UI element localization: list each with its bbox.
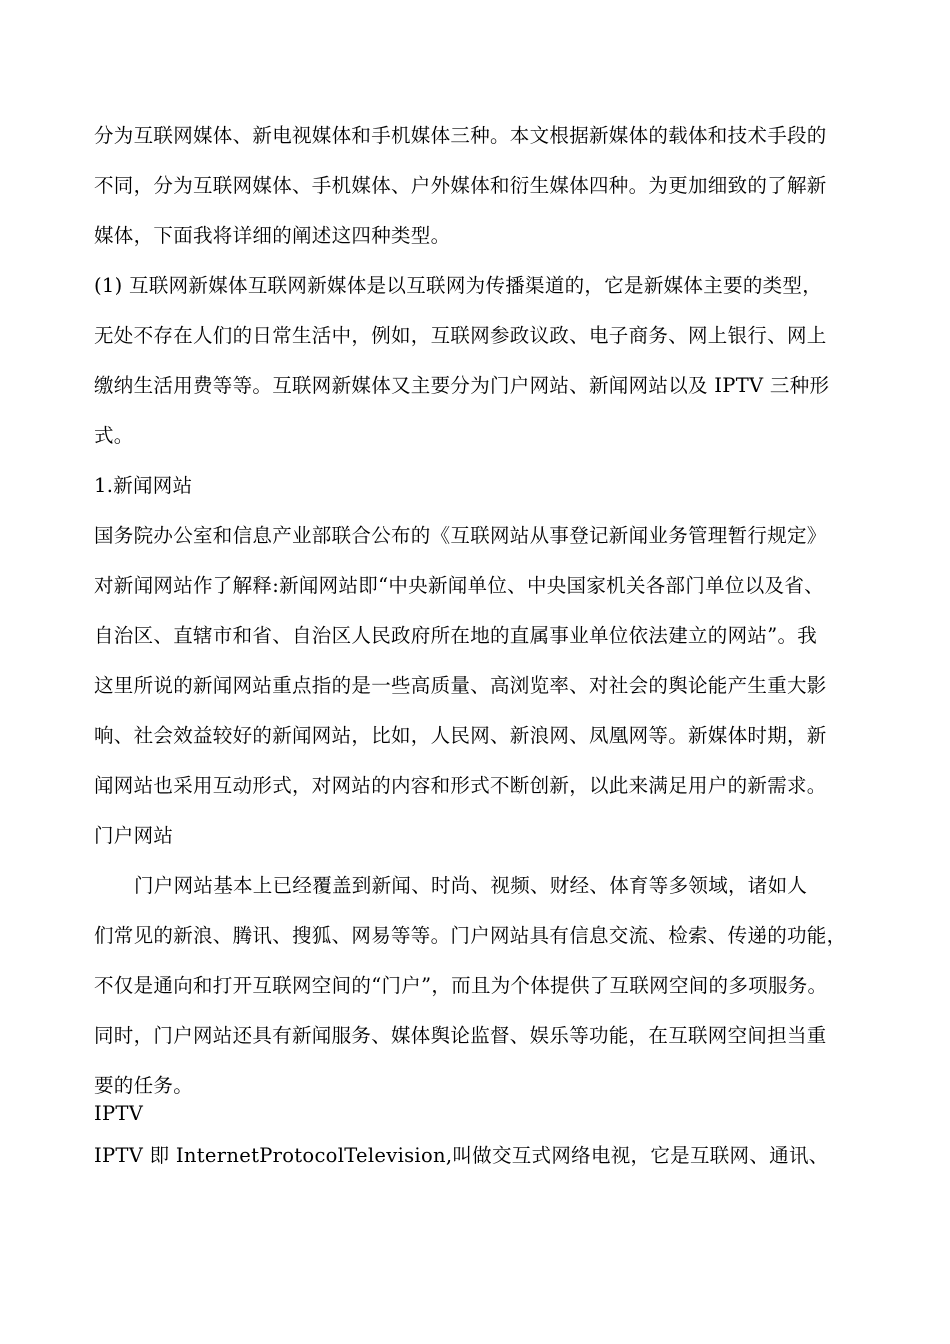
paragraph-line: 门户网站基本上已经覆盖到新闻、时尚、视频、财经、体育等多领域，诸如人: [134, 874, 808, 897]
paragraph-line: 分为互联网媒体、新电视媒体和手机媒体三种。本文根据新媒体的载体和技术手段的: [94, 124, 827, 147]
paragraph-line: (1) 互联网新媒体互联网新媒体是以互联网为传播渠道的，它是新媒体主要的类型，: [94, 274, 823, 297]
paragraph-line: 自治区、直辖市和省、自治区人民政府所在地的直属事业单位依法建立的网站”。我: [94, 624, 818, 647]
paragraph-line: 响、社会效益较好的新闻网站，比如，人民网、新浪网、凤凰网等。新媒体时期，新: [94, 724, 827, 747]
paragraph-line: 国务院办公室和信息产业部联合公布的《互联网站从事登记新闻业务管理暂行规定》: [94, 524, 827, 547]
paragraph-line: 媒体，下面我将详细的阐述这四种类型。: [94, 224, 451, 247]
section-heading: IPTV: [94, 1102, 144, 1125]
paragraph-line: 要的任务。: [94, 1074, 194, 1097]
paragraph-line: 对新闻网站作了解释:新闻网站即“中央新闻单位、中央国家机关各部门单位以及省、: [94, 574, 824, 597]
paragraph-line: 这里所说的新闻网站重点指的是一些高质量、高浏览率、对社会的舆论能产生重大影: [94, 674, 827, 697]
paragraph-line: 闻网站也采用互动形式，对网站的内容和形式不断创新，以此来满足用户的新需求。: [94, 774, 827, 797]
paragraph-line: 们常见的新浪、腾讯、搜狐、网易等等。门户网站具有信息交流、检索、传递的功能，: [94, 924, 847, 947]
paragraph-line: 不仅是通向和打开互联网空间的“门户”，而且为个体提供了互联网空间的多项服务。: [94, 974, 828, 997]
paragraph-line: 同时，门户网站还具有新闻服务、媒体舆论监督、娱乐等功能，在互联网空间担当重: [94, 1024, 827, 1047]
paragraph-line: 不同，分为互联网媒体、手机媒体、户外媒体和衍生媒体四种。为更加细致的了解新: [94, 174, 827, 197]
paragraph-line: IPTV 即 InternetProtocolTelevision,叫做交互式网络电视，它是互联网、通讯、: [94, 1144, 829, 1167]
paragraph-line: 无处不存在人们的日常生活中，例如，互联网参政议政、电子商务、网上银行、网上: [94, 324, 827, 347]
paragraph-line: 式。: [94, 424, 134, 447]
paragraph-line: 缴纳生活用费等等。互联网新媒体又主要分为门户网站、新闻网站以及 IPTV 三种形: [94, 374, 830, 397]
section-heading: 1.新闻网站: [94, 474, 193, 497]
section-heading: 门户网站: [94, 824, 174, 847]
